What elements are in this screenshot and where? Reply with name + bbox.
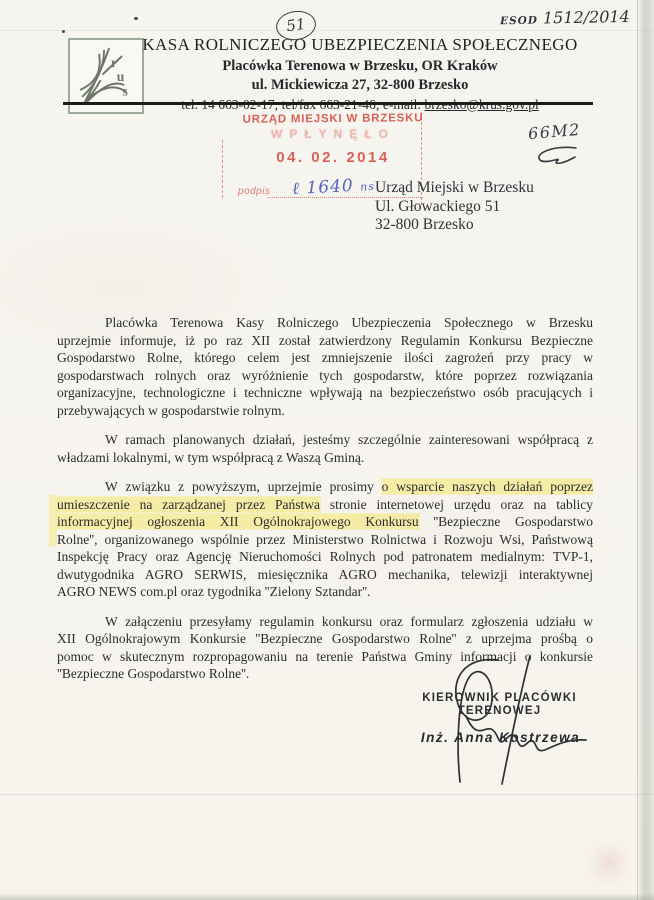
text-line [57,349,593,367]
text-segment: AGRO NEWS com.pl oraz tygodnika ''Zielony Sztandar''. [57,584,371,599]
paragraph [57,431,593,466]
header-divider [63,102,593,105]
intake-stamp-office: URZĄD MIEJSKI W BRZESKU [242,112,424,126]
dust-speck [134,17,138,20]
text-line [57,630,593,648]
registry-number-suffix: ns [359,179,376,194]
text-line [57,367,593,385]
text-segment: gospodarstwach rolnych oraz wyróżnienie tych gospodarstw, które poprzez rozwiązania [57,367,593,383]
dust-speck [62,30,65,33]
text-segment: uprzejmie informuje, iż po raz XII został zatwierdzony Regulamin Konkursu Bezpieczne [57,332,593,348]
text-segment: ''Bezpieczne Gospodarstwo Rolne''. [57,666,250,681]
recipient-line: 32-800 Brzesko [375,216,474,233]
text-segment: pomoc w skutecznym rozpropagowaniu na terenie Państwa Gminy informacji o konkursie [57,648,593,664]
fold-crease-top [0,30,654,31]
esod-number: 1512/2014 [542,6,630,28]
paragraph [57,314,593,419]
ref-note-annotation: 66M2 [527,119,582,144]
esod-annotation [500,7,640,28]
svg-text:u: u [116,68,125,84]
text-segment: stronie internetowej urzędu oraz na tablicy [319,496,593,512]
signer-title-line: TERENOWEJ [457,705,542,717]
highlighted-text: o wsparcie naszych działań poprzez [381,479,593,494]
recipient-line: Ul. Głowackiego 51 [375,197,501,215]
text-segment: Inspekcję Pracy oraz Agencję Nieruchomości Rolnych pod patronatem medialnym: TVP-1, [57,549,593,564]
scan-edge-bottom [0,893,654,900]
letter-body [57,314,593,695]
handwritten-signature [408,652,598,792]
text-line [57,513,593,531]
text-segment: Placówka Terenowa Kasy Rolniczego Ubezpieczenia Społecznego w Brzesku [105,315,593,330]
registry-number-value: ℓ 1640 [291,175,355,200]
text-line [57,332,593,350]
text-segment: Rolne'', organizowanego wspólnie przez Ministerstwo Rolnictwa i Rozwoju Wsi, Państwową [57,531,593,547]
text-line [57,548,593,566]
highlighted-text: umieszczenie na zarządzanej przez Państwa [57,496,320,512]
text-line [57,583,593,601]
text-segment: organizacyjne, technologiczne i techniczne wpływają na bezpieczeństwo osób pracujących i [57,385,593,400]
esod-prefix: ESOD [499,14,538,28]
text-segment: dwutygodnika AGRO SERWIS, miesięcznika AGRO mechanika, telewizji interaktywnej [57,566,593,582]
text-line [57,314,593,332]
org-address: ul. Mickiewicza 27, 32-800 Brzesko [251,77,469,94]
text-line [57,566,593,584]
pink-smudge [586,840,632,886]
recipient-address [375,179,534,235]
fold-crease [0,794,654,796]
paragraph [57,478,593,601]
circled-number-annotation: 51 [274,8,318,42]
text-line [57,496,593,514]
text-segment: przebywających w gospodarstwie rolnym. [57,402,285,418]
text-segment: W związku z powyższym, uprzejmie prosimy [105,479,382,494]
text-line [57,449,593,467]
paraph-squiggle [530,143,582,176]
svg-text:s: s [122,83,128,99]
text-line [57,384,593,402]
text-line [57,613,593,631]
intake-stamp-date: 04. 02. 2014 [276,149,390,166]
text-line [57,478,593,496]
intake-stamp-border-left [222,140,223,198]
text-segment: W ramach planowanych działań, jesteśmy szczególnie zainteresowani współpracą z [105,432,593,447]
text-line [57,531,593,549]
intake-stamp-signature-label: podpis [238,186,271,197]
registry-number-handwritten [292,175,376,199]
text-segment: władzami lokalnymi, w tym współpracą z Waszą Gminą. [57,449,365,465]
org-branch: Placówka Terenowa w Brzesku, OR Kraków [222,58,498,75]
text-segment: Gospodarstwo Rolne, którego celem jest zmniejszenie ilości zagrożeń przy pracy w [57,350,593,365]
signer-title-line: KIEROWNIK PLACÓWKI [422,692,577,704]
stray-highlight-mark [49,495,57,547]
text-line [57,431,593,449]
text-segment: ''Bezpieczne Gospodarstwo [418,514,593,529]
text-segment: XII Ogólnokrajowym Konkursie ''Bezpieczne Gospodarstwo Rolne'' z uprzejma prośbą o [57,631,593,646]
svg-text:r: r [110,55,117,71]
org-name: KASA ROLNICZEGO UBEZPIECZENIA SPOŁECZNEGO [142,35,578,54]
intake-stamp-received: WPŁYNĘŁO [271,127,395,141]
text-line [57,402,593,420]
text-segment: W załączeniu przesyłamy regulamin konkursu oraz formularz zgłoszenia udziału w [105,613,593,629]
org-contact [130,97,590,114]
scan-edge-right [637,0,654,900]
signer-name: Inż. Anna Kostrzewa [420,730,581,745]
highlighted-text: informacyjnej ogłoszenia XII Ogólnokrajowego Konkursu [57,514,419,529]
recipient-line: Urząd Miejski w Brzesku [375,179,534,196]
